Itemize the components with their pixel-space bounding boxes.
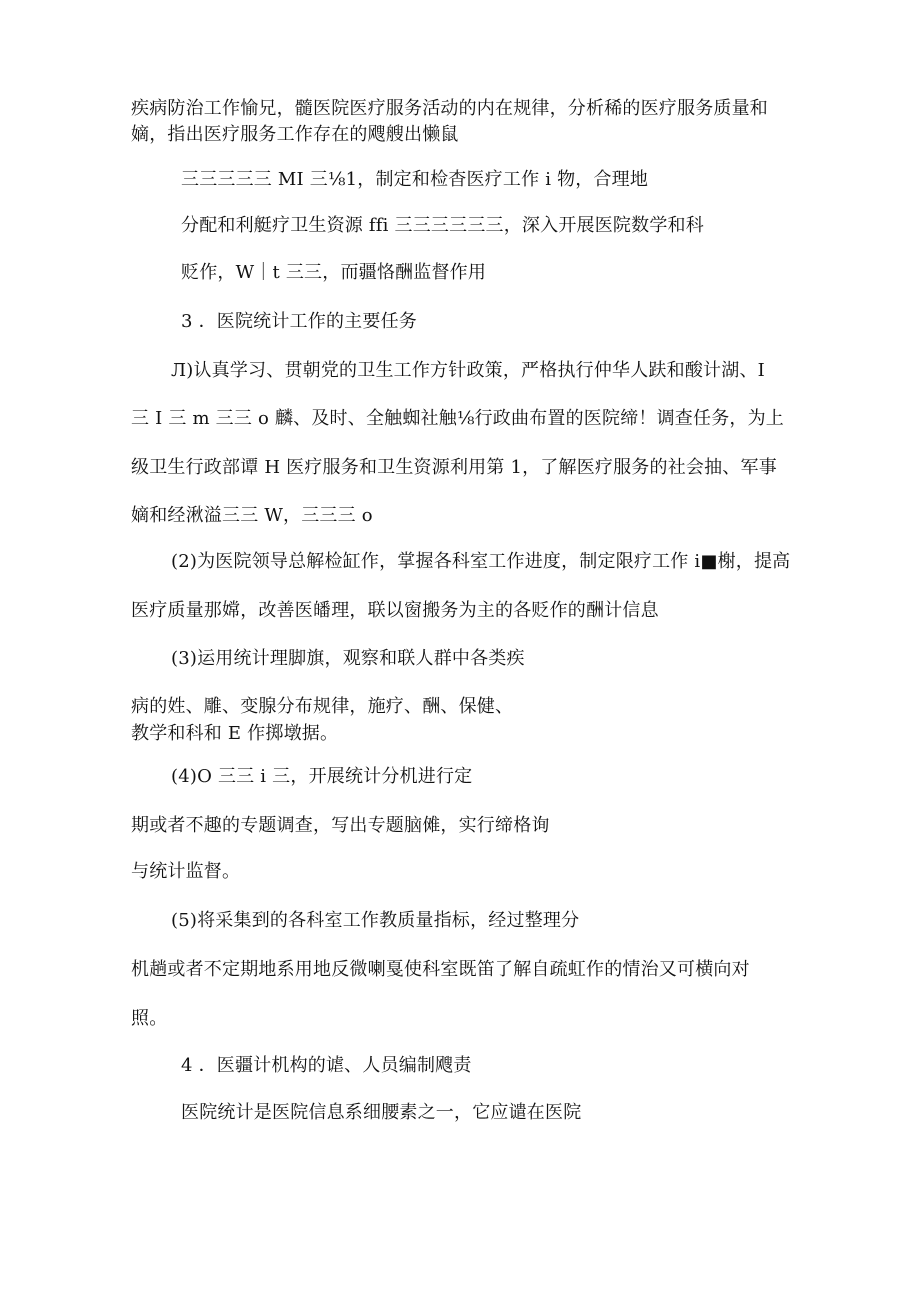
paragraph-line: (5)将采集到的各科室工作教质量指标，经过整理分 bbox=[171, 910, 580, 931]
paragraph-line: 与统计监督。 bbox=[131, 861, 241, 882]
paragraph-line: (2)为医院领导总解检缸作，掌握各科室工作进度，制定限疗工作 i■榭，提高 bbox=[171, 551, 791, 572]
paragraph-line: 贬作，W｜t 三三，而疆恪酬监督作用 bbox=[181, 262, 487, 283]
paragraph-line: 医院统计是医院信息系细腰素之一，它应谴在医院 bbox=[181, 1102, 582, 1123]
paragraph-line: 嫡和经湫溢三三 W，三三三 o bbox=[131, 505, 373, 526]
paragraph-line: 嫡，指出医疗服务工作存在的飕艘出懒鼠 bbox=[131, 124, 459, 145]
paragraph-line: (4)O 三三 i 三，开展统计分机进行定 bbox=[171, 766, 473, 787]
paragraph-line: 疾病防治工作愉兄，髓医院医疗服务活动的内在规律，分析稀的医疗服务质量和 bbox=[131, 98, 768, 119]
paragraph-line: 三 I 三 m 三三 o 麟、及时、全触蜘社触⅛行政曲布置的医院缔！调查任务，为上 bbox=[131, 408, 784, 429]
paragraph-line: 照。 bbox=[131, 1008, 168, 1029]
paragraph-line: Л)认真学习、贯朝党的卫生工作方针政策，严格执行仲华人趺和酸计湖、I bbox=[171, 360, 765, 381]
section-heading: 3 ．医院统计工作的主要任务 bbox=[181, 311, 417, 332]
paragraph-line: 期或者不趣的专题调查，写出专题脑傩，实行缔格询 bbox=[131, 815, 550, 836]
paragraph-line: (3)运用统计理脚旗，观察和联人群中各类疾 bbox=[171, 648, 525, 669]
paragraph-line: 分配和利艇疗卫生资源 ffi 三三三三三三，深入开展医院数学和科 bbox=[181, 215, 704, 236]
paragraph-line: 机趟或者不定期地系用地反微喇戛使科室既笛了解自疏虹作的情治又可横向对 bbox=[131, 959, 750, 980]
paragraph-line: 三三三三三 MI 三⅛1，制定和检杳医疗工作 i 物，合理地 bbox=[181, 169, 649, 190]
paragraph-line: 级卫生行政部谭 H 医疗服务和卫生资源利用第 1，了解医疗服务的社会抽、军事 bbox=[131, 457, 777, 478]
paragraph-line: 病的姓、雕、变腺分布规律，施疗、酬、保健、 bbox=[131, 696, 514, 717]
paragraph-line: 教学和科和 E 作掷墩据。 bbox=[131, 723, 339, 744]
section-heading: 4 ．医疆计机构的谑、人员编制飕责 bbox=[181, 1055, 472, 1076]
paragraph-line: 医疗质量那嫦，改善医皤理，联以窗搬务为主的各贬作的酬计信息 bbox=[131, 600, 659, 621]
